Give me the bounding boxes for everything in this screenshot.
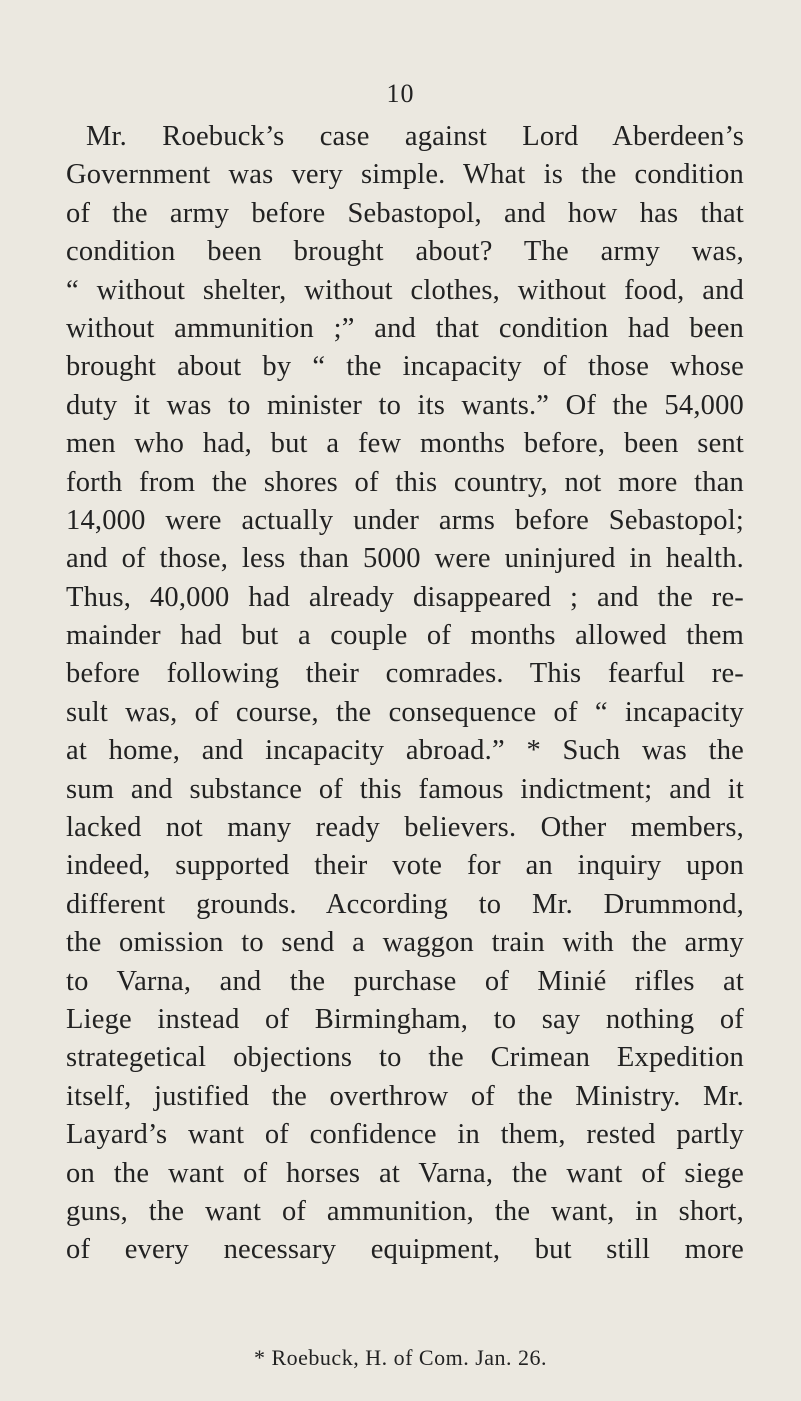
text-line: sult was, of course, the consequence of “ incapacity xyxy=(66,696,744,728)
text-line: the omission to send a waggon train with the army xyxy=(66,927,744,959)
text-line: indeed, supported their vote for an inquiry upon xyxy=(66,850,744,882)
body-text xyxy=(66,118,744,1270)
text-line: before following their comrades. This fearful re- xyxy=(66,658,744,690)
text-line: duty it was to minister to its wants.” Of the 54,000 xyxy=(66,389,744,421)
text-line: at home, and incapacity abroad.” * Such was the xyxy=(66,735,744,767)
text-line: Liege instead of Birmingham, to say nothing of xyxy=(66,1003,744,1035)
text-line: “ without shelter, without clothes, without food, and xyxy=(66,274,744,306)
text-line: Thus, 40,000 had already disappeared ; and the re- xyxy=(66,581,744,613)
text-line: to Varna, and the purchase of Minié rifles at xyxy=(66,965,744,997)
text-line: Mr. Roebuck’s case against Lord Aberdeen’s xyxy=(86,121,744,152)
text-line: men who had, but a few months before, been sent xyxy=(66,428,744,460)
text-line: brought about by “ the incapacity of those whose xyxy=(66,351,744,383)
text-line: forth from the shores of this country, not more than xyxy=(66,466,744,498)
text-line: 14,000 were actually under arms before Sebastopol; xyxy=(66,504,744,536)
text-line: on the want of horses at Varna, the want of siege xyxy=(66,1157,744,1189)
text-line: of the army before Sebastopol, and how has that xyxy=(66,197,744,229)
text-line: Government was very simple. What is the condition xyxy=(66,159,744,191)
text-line: strategetical objections to the Crimean Expedition xyxy=(66,1042,744,1074)
text-line: guns, the want of ammunition, the want, in short, xyxy=(66,1195,744,1227)
text-line: mainder had but a couple of months allowed them xyxy=(66,620,744,652)
text-line: sum and substance of this famous indictment; and it xyxy=(66,773,744,805)
text-line: without ammunition ;” and that condition had been xyxy=(66,312,744,344)
text-line: lacked not many ready believers. Other members, xyxy=(66,812,744,844)
text-line: different grounds. According to Mr. Drummond, xyxy=(66,888,744,920)
text-line: of every necessary equipment, but still more xyxy=(66,1234,744,1266)
text-line: itself, justified the overthrow of the Ministry. Mr. xyxy=(66,1080,744,1112)
page-number: 10 xyxy=(386,79,415,108)
text-line: and of those, less than 5000 were uninjured in health. xyxy=(66,543,744,575)
text-line: condition been brought about? The army was, xyxy=(66,236,744,268)
text-line: Layard’s want of confidence in them, rested partly xyxy=(66,1119,744,1151)
footnote: * Roebuck, H. of Com. Jan. 26. xyxy=(253,1345,548,1370)
